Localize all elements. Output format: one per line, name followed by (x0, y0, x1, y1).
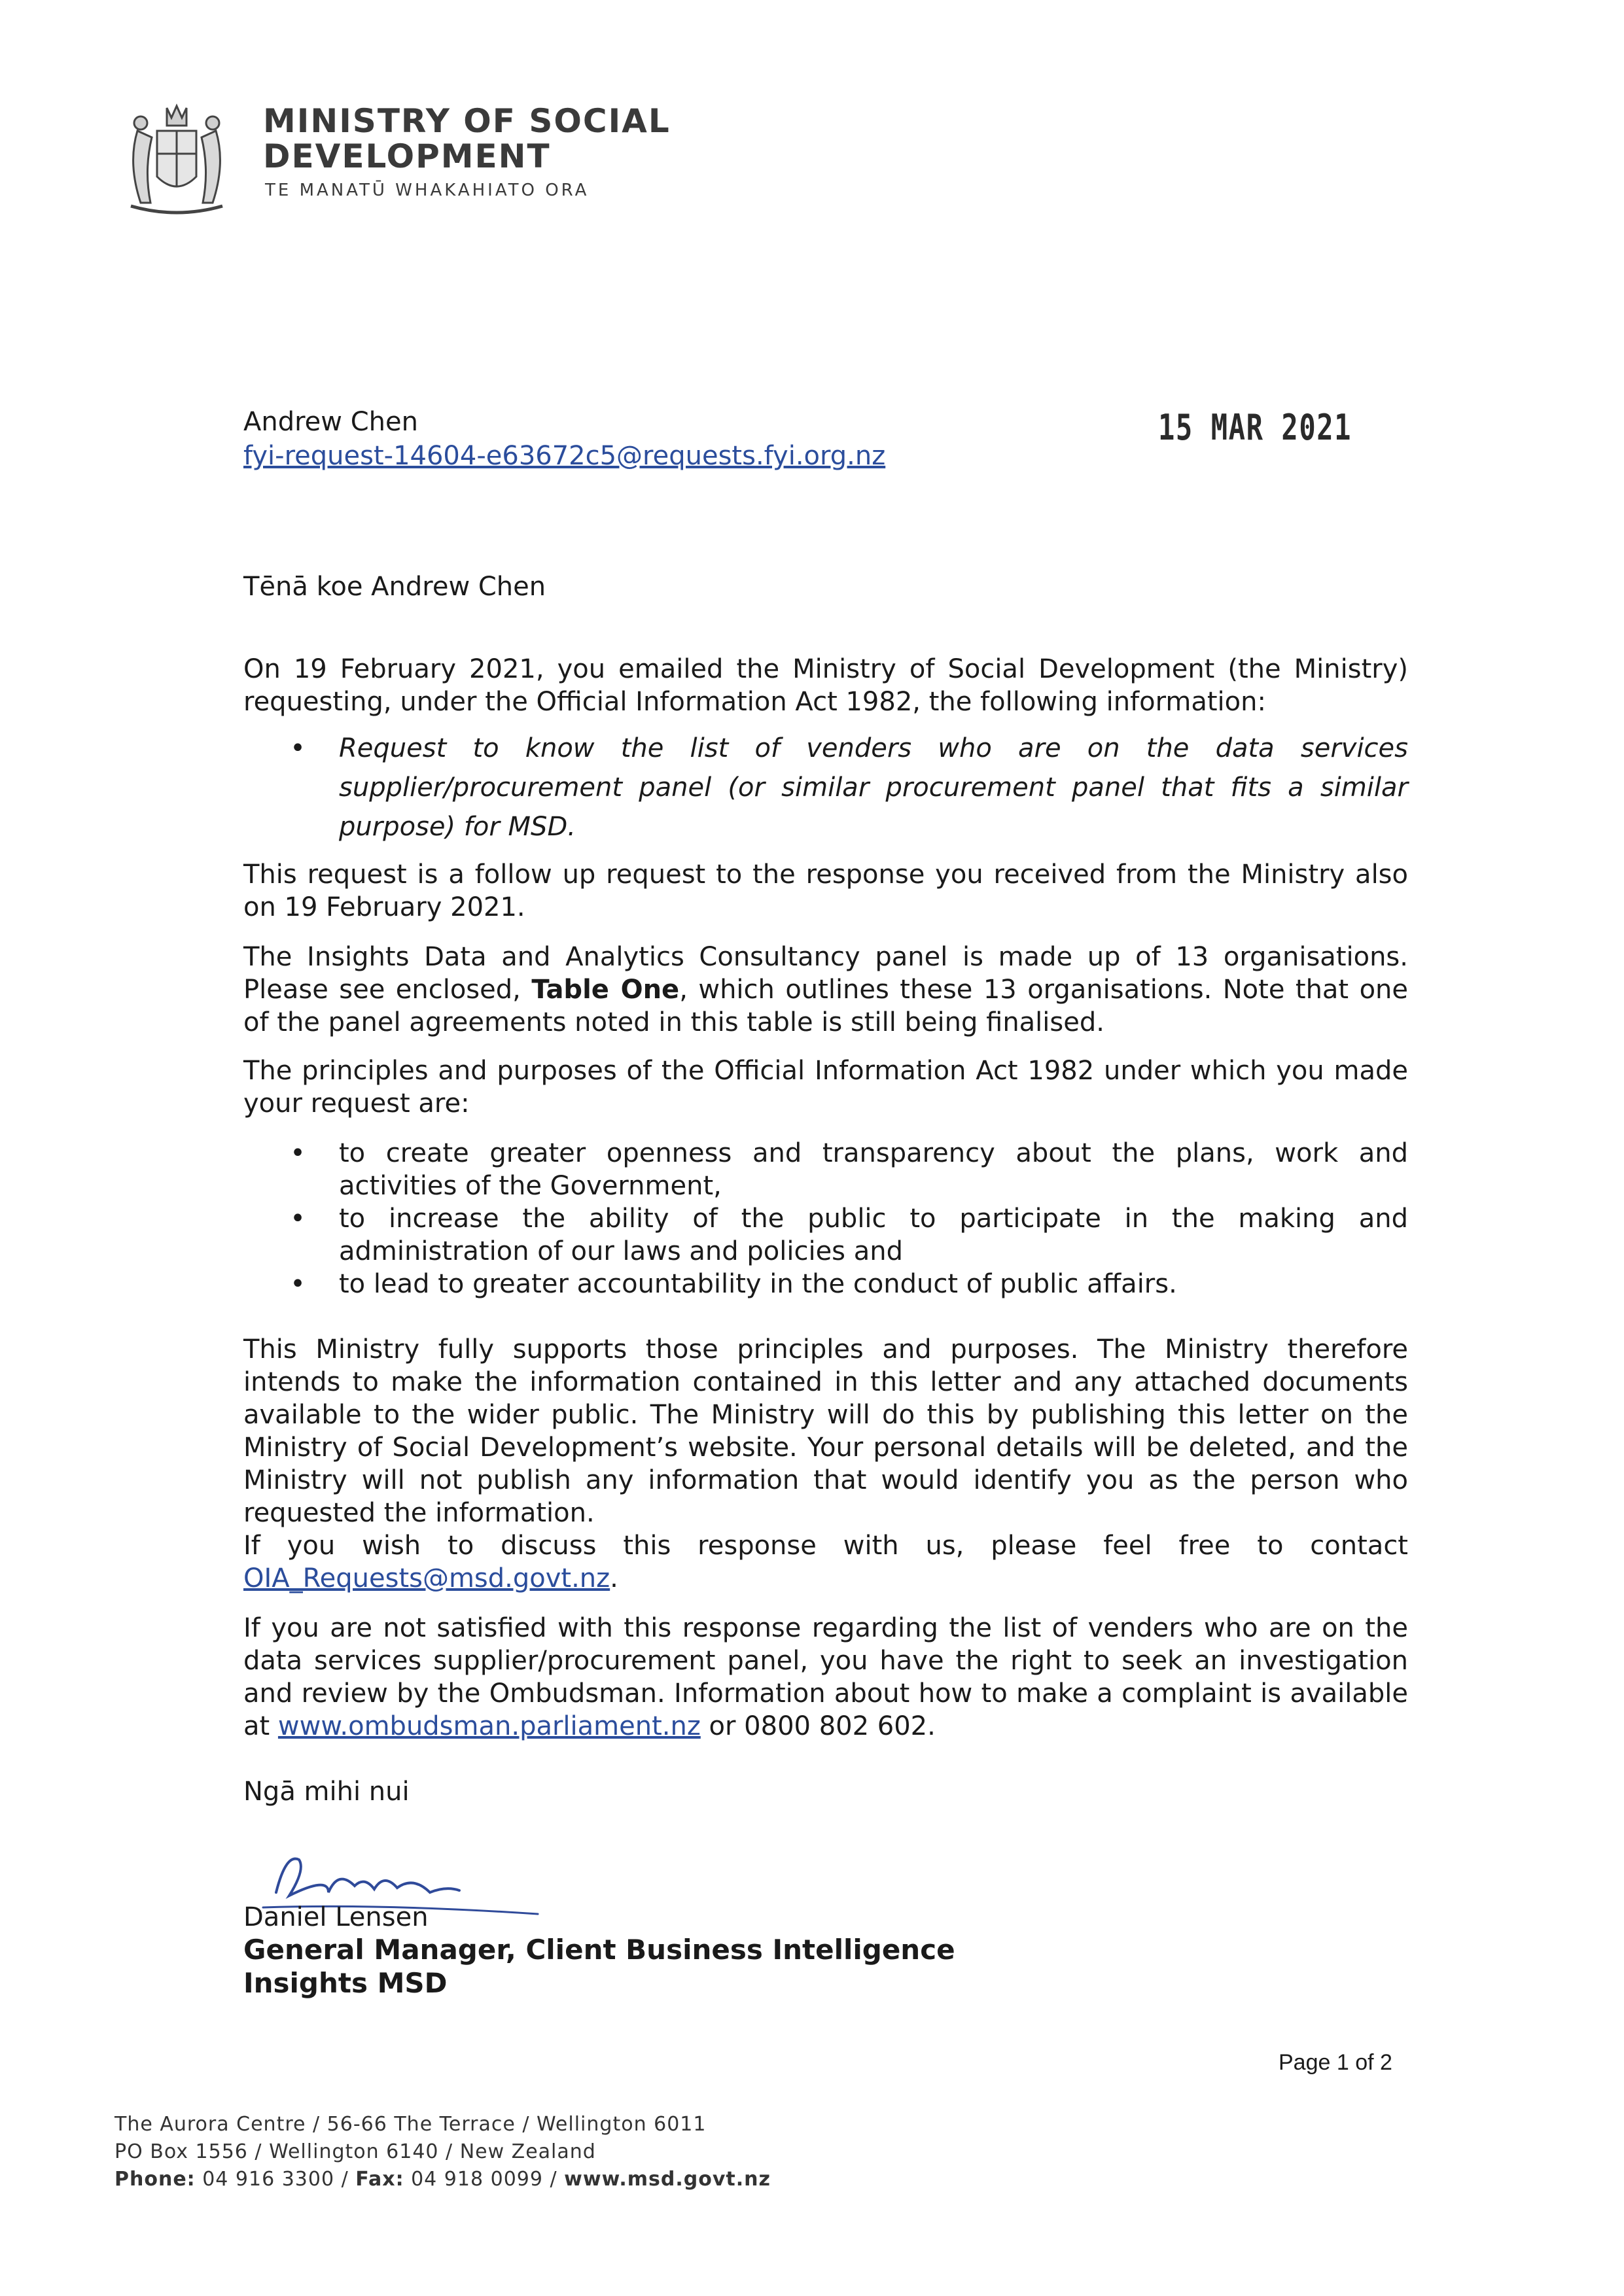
text-run: If you wish to discuss this response with us, please feel free to contact (243, 1531, 1408, 1561)
paragraph-text (243, 1612, 1408, 1743)
signatory-name: Daniel Lensen (243, 1902, 429, 1932)
list-item (288, 1202, 1408, 1268)
text-run: The Insights Data and Analytics Consultancy panel is made up of 13 organisations. Please see enclosed, (243, 942, 1408, 1005)
date-stamp: 15 MAR 2021 (1158, 407, 1352, 448)
phone-label: Phone: (115, 2168, 196, 2191)
signatory-title: General Manager, Client Business Intelligence (243, 1934, 955, 1966)
paragraph-ombudsman (243, 1612, 1408, 1743)
bullet-icon: • (290, 1204, 306, 1234)
org-name-line2: DEVELOPMENT (263, 137, 551, 175)
bullet-icon: • (290, 1138, 306, 1168)
paragraph-text: On 19 February 2021, you emailed the Ministry of Social Development (the Ministry) requesting, under the Official Information Act 1982, the following information: (243, 654, 1408, 717)
phone-number: 04 916 3300 / (195, 2168, 356, 2191)
request-item-text: Request to know the list of venders who are on the data services supplier/procurement panel (or similar procurement panel that fits a similar purpose) for MSD. (339, 733, 1408, 842)
recipient-email-link[interactable]: fyi-request-14604-e63672c5@requests.fyi.org.nz (243, 441, 886, 471)
request-list (288, 729, 1408, 846)
paragraph-contact (243, 1529, 1408, 1595)
paragraph-request-summary (243, 653, 1408, 718)
text-run: . (610, 1563, 618, 1593)
org-subtitle: TE MANATŪ WHAKAHIATO ORA (265, 181, 590, 200)
nz-coat-of-arms-icon (111, 92, 242, 222)
paragraph-text (243, 1529, 1408, 1595)
bullet-icon: • (290, 1269, 306, 1299)
recipient-name: Andrew Chen (243, 407, 418, 437)
paragraph-panel (243, 941, 1408, 1039)
footer-address-line1: The Aurora Centre / 56-66 The Terrace / Wellington 6011 (115, 2113, 707, 2136)
paragraph-text: This request is a follow up request to the response you received from the Ministry also on 19 February 2021. (243, 860, 1408, 922)
paragraph-text: This Ministry fully supports those principles and purposes. The Ministry therefore intends to make the information contained in this letter and any attached documents available to the wider public. The Ministry will do this by publishing this letter on the Ministry of Social Development’s website. Your personal details will be deleted, and the Ministry will not publish any information that would identify you as the person who requested the information. (243, 1334, 1408, 1528)
paragraph-publication (243, 1333, 1408, 1529)
principle-text: to increase the ability of the public to participate in the making and administration of our laws and policies and (339, 1204, 1408, 1266)
text-run: , which outlines these 13 organisations. Note that one of the panel agreements noted in this table is still being finalised. (243, 975, 1408, 1037)
oia-email-link[interactable]: OIA_Requests@msd.govt.nz (243, 1563, 610, 1593)
paragraph-follow-up (243, 858, 1408, 924)
closing: Ngā mihi nui (243, 1777, 410, 1807)
fax-number: 04 918 0099 / (404, 2168, 565, 2191)
greeting: Tēnā koe Andrew Chen (243, 572, 546, 602)
org-name-line1: MINISTRY OF SOCIAL (263, 102, 671, 140)
footer-website-link[interactable]: www.msd.govt.nz (564, 2168, 771, 2191)
ombudsman-website-link[interactable]: www.ombudsman.parliament.nz (277, 1711, 701, 1741)
principle-text: to create greater openness and transparency about the plans, work and activities of the Government, (339, 1138, 1408, 1201)
signatory-unit: Insights MSD (243, 1967, 448, 1999)
table-one-reference: Table One (531, 975, 680, 1005)
page-number: Page 1 of 2 (1279, 2050, 1392, 2075)
fax-label: Fax: (355, 2168, 404, 2191)
text-run: If you are not satisfied with this response regarding the list of venders who are on the data services supplier/procurement panel, you have the right to seek an investigation and review by the Ombudsman. Information about how to make a complaint is available at (243, 1613, 1408, 1741)
paragraph-text (243, 941, 1408, 1039)
footer-contact-line (115, 2166, 771, 2193)
footer-address-line2: PO Box 1556 / Wellington 6140 / New Zealand (115, 2140, 596, 2163)
list-item (288, 1137, 1408, 1202)
text-run: or 0800 802 602. (700, 1711, 936, 1741)
list-item (288, 729, 1408, 846)
paragraph-text: The principles and purposes of the Official Information Act 1982 under which you made your request are: (243, 1056, 1408, 1119)
principle-text: to lead to greater accountability in the conduct of public affairs. (339, 1269, 1177, 1299)
paragraph-principles-intro (243, 1054, 1408, 1120)
principles-list (288, 1137, 1408, 1300)
list-item (288, 1268, 1408, 1300)
bullet-icon: • (290, 733, 306, 763)
